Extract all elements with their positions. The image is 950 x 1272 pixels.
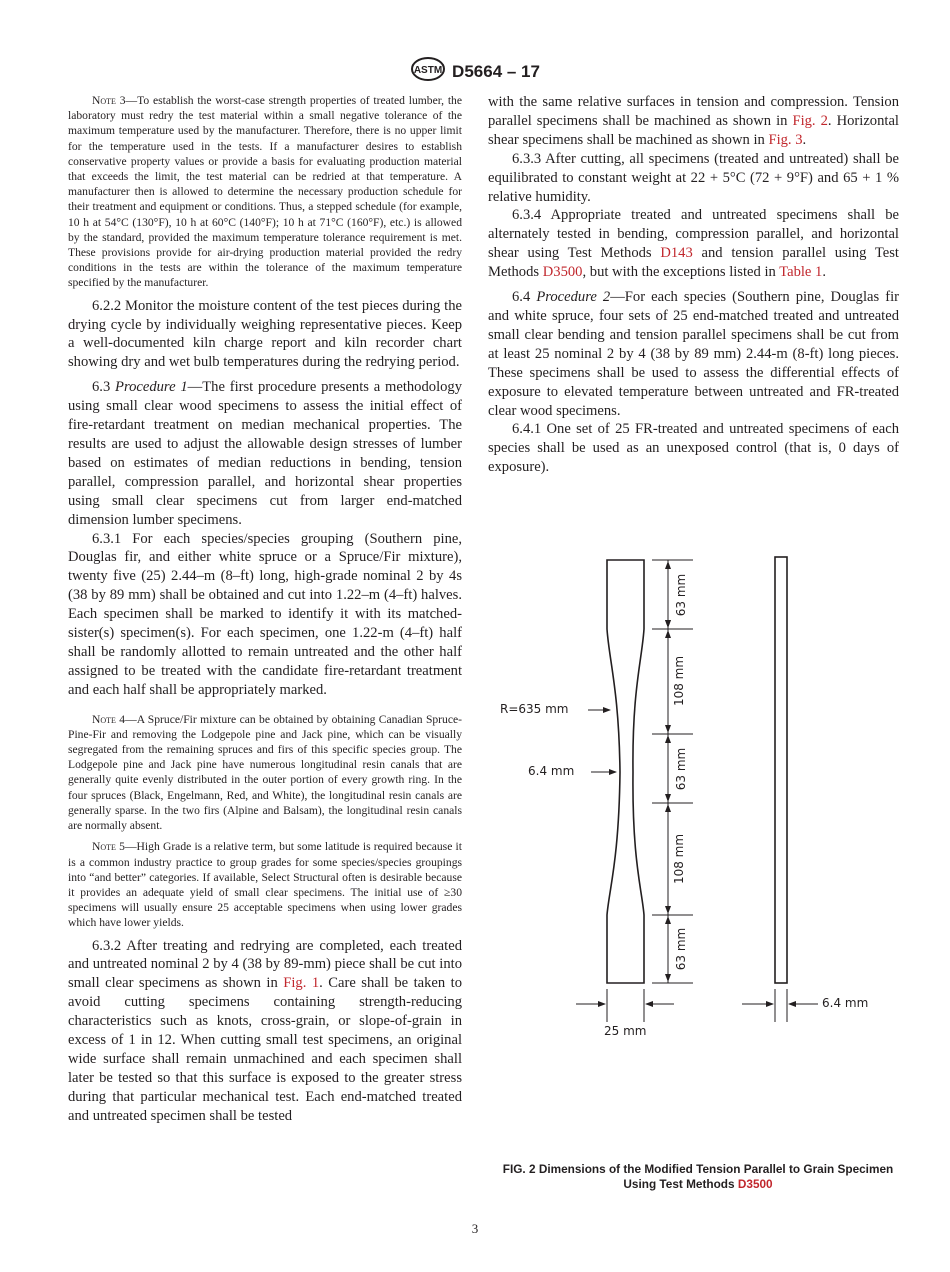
- page-header: [0, 56, 950, 87]
- radius-label: R=635 mm: [500, 702, 569, 716]
- dim-label: 108 mm: [672, 655, 687, 707]
- thickness-label: 6.4 mm: [822, 996, 869, 1010]
- dim-label: 63 mm: [674, 927, 689, 971]
- note-5: Note 5—High Grade is a relative term, but some latitude is required because it is a common industry practice to group grades for some species/species groupings into “and better” categories. If available, Select Structural often is desirable because it provides an adequate yield of small clear specimens. The initial use of ≥30 specimens will usually ensure 25 acceptable specimens when using lower grades which have lower yields.: [68, 840, 463, 930]
- fig-1-link[interactable]: Fig. 1: [283, 975, 320, 992]
- width-label: 25 mm: [604, 1024, 647, 1038]
- neck-width-label: 6.4 mm: [528, 764, 575, 778]
- section-6-2-2: 6.2.2 Monitor the moisture content of the test pieces during the drying cycle by individually weighing representative pieces. Keep a well-documented kiln charge report and kiln recorder chart showing dry and wet bulb temperatures during the redrying period.: [68, 297, 462, 371]
- edge-specimen-outline: [775, 557, 787, 983]
- section-6-3-2-continued: with the same relative surfaces in tension and compression. Tension parallel specimens shall be machined as shown in Fig. 2. Horizontal shear specimens shall be machined as shown in Fig. 3.: [488, 94, 899, 148]
- dim-label: 63 mm: [674, 573, 689, 617]
- section-6-4: 6.4 Procedure 2—For each species (Southern pine, Douglas fir and white spruce, four sets of 25 end-matched treated and untreated small clear bending and tension parallel specimens shall be cut from at least 25 nominal 2 by 4 (38 by 89 mm) 2.44-m (8-ft) long pieces. These specimens shall be used to assess the differential effects of exposure to elevated temperature between untreated and FR-treated clear wood specimens.: [488, 289, 900, 419]
- section-6-3-1: 6.3.1 For each species/species grouping (Southern pine, Douglas fir, and either white spruce or a Spruce/Fir mixture), twenty five (25) 2.44–m (8–ft) long, high-grade nominal 2 by 4s (38 by 89 mm) shall be obtained and cut into 1.22–m (4–ft) halves. Each specimen shall be marked to identify it with its matched-sister(s) specimen(s). For each specimen, one 1.22-m (4–ft) half shall be randomly allotted to remain untreated and the other half assigned to be treated with the candidate fire-retardant treatment and each half shall be appropriately marked.: [68, 530, 462, 698]
- astm-logo-icon: [410, 56, 446, 87]
- d3500-caption-link[interactable]: D3500: [737, 1177, 773, 1191]
- figure-2-specimen-drawing: [488, 540, 908, 1220]
- section-6-3: 6.3 Procedure 1—The first procedure presents a methodology using small clear wood specimens to assess the initial effect of fire-retardant treatment on median mechanical properties. The results are used to adjust the allowable design stresses of lumber based on estimates of median reductions in bending, tension parallel, compression parallel, and horizontal shear properties using small clear specimens cut from larger end-matched dimension lumber specimens.: [68, 379, 463, 528]
- table-1-link[interactable]: Table 1: [779, 264, 823, 281]
- dim-label: 108 mm: [672, 833, 687, 885]
- d3500-link[interactable]: D3500: [542, 264, 583, 281]
- section-6-3-2: 6.3.2 After treating and redrying are completed, each treated and untreated nominal 2 by 4 (38 by 89-mm) piece shall be cut into small clear specimens as shown in Fig. 1. Care shall be taken to avoid cutting specimens containing strength-reducing characteristics such as knots, cross-grain, or slope-of-grain in excess of 1 in 12. When cutting small test specimens, an original wide surface shall remain unmachined and each specimen shall later be tested so that this surface is exposed to the greater stress during that particular mechanical test. Each end-matched treated and untreated specimen shall be tested: [68, 937, 462, 1124]
- page-number: 3: [471, 1221, 479, 1236]
- fig-2-link[interactable]: Fig. 2: [792, 112, 828, 129]
- svg-text:ASTM: ASTM: [413, 65, 443, 76]
- dim-label: 63 mm: [674, 747, 689, 791]
- section-6-3-3: 6.3.3 After cutting, all specimens (treated and untreated) shall be equilibrated to constant weight at 22 + 5°C (72 + 9°F) and 65 + 1 % relative humidity.: [488, 150, 899, 205]
- specimen-diagram: [488, 540, 908, 1160]
- d143-link[interactable]: D143: [660, 245, 693, 262]
- section-6-4-1: 6.4.1 One set of 25 FR-treated and untreated specimens of each species shall be used as an unexposed control (that is, 0 days of exposure).: [488, 421, 899, 476]
- left-column: [68, 93, 462, 1126]
- section-6-3-4: 6.3.4 Appropriate treated and untreated specimens shall be alternately tested in bending, compression parallel, and horizontal shear using Test Methods D143 and tension parallel using Test Methods D3500, but with the exceptions listed in Table 1.: [488, 207, 899, 281]
- fig-3-link[interactable]: Fig. 3: [768, 131, 803, 148]
- note-4: Note 4—A Spruce/Fir mixture can be obtained by obtaining Canadian Spruce-Pine-Fir and removing the Lodgepole pine and Jack pine, which can be visually segregated from the remaining spruces and firs of this specific species group. The Lodgepole pine and Jack pine have numerous longitudinal resin canals that are generally quite evenly distributed in the outer portion of every growth ring. In the four spruces (Black, Engelmann, Red, and White), the longitudinal resin canals are generally sparse. In the two firs (Alpine and Balsam), the longitudinal resin canals are normally absent.: [68, 712, 462, 833]
- document-designation: D5664 – 17: [452, 61, 540, 81]
- note-3: Note 3—To establish the worst-case strength properties of treated lumber, the laboratory must redry the test material within a small negative tolerance of the maximum temperature used by the manufacturer. Therefore, there is no upper limit for the temperature used in the tests. If a manufacturer desires to establish conservative property values or provide a basis for evaluating production material that exceeds the limit, the test material can be redried at that temperature. A manufacturer then is allowed to determine the necessary production schedule for their treatment and equipment or conditions. Thus, a stepped schedule (for example, 10 h at 54°C (130°F), 10 h at 60°C (140°F); 10 h at 71°C (160°F), etc.) is allowed by the standard, provided the maximum temperature tolerance requirement is met. These provisions provide for air-drying production material provided the redry conditions in the tests are within the tolerance of the maximum temperature specified by the manufacturer.: [68, 94, 462, 290]
- right-column: [488, 93, 899, 477]
- figure-2-caption: FIG. 2 Dimensions of the Modified Tension Parallel to Grain Specimen Using Test Methods D3500: [502, 1162, 894, 1191]
